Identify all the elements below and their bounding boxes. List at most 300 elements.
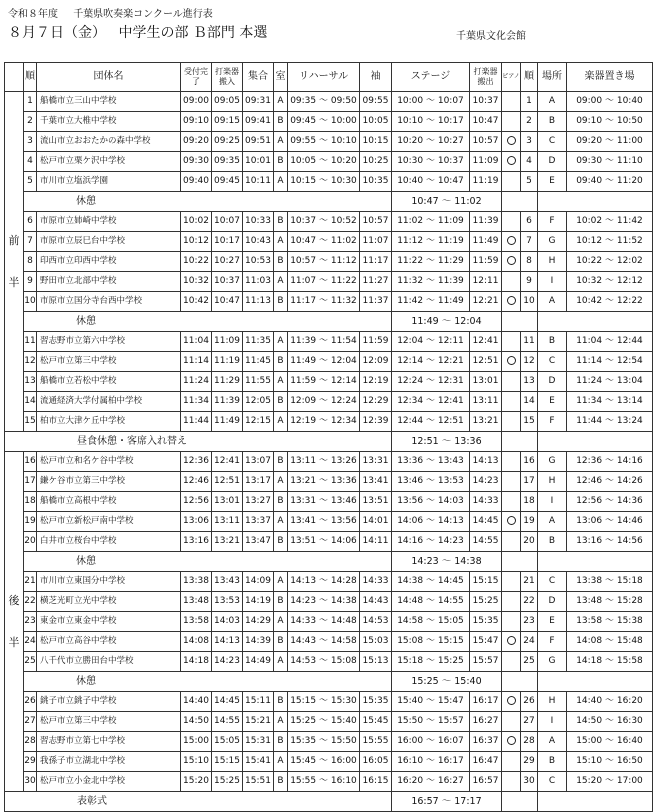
reception-time: 11:44 — [181, 412, 212, 432]
order-cell-2: 5 — [521, 172, 538, 192]
place-cell: B — [538, 532, 567, 552]
order-cell: 12 — [24, 352, 37, 372]
break-empty-storage — [538, 312, 653, 332]
rehearsal-time: 14:13 ～ 14:28 — [288, 572, 360, 592]
stage-time: 15:50 ～ 15:57 — [392, 712, 470, 732]
place-cell: H — [538, 252, 567, 272]
stage-time: 15:40 ～ 15:47 — [392, 692, 470, 712]
reception-time: 15:00 — [181, 732, 212, 752]
break-time: 12:51 ～ 13:36 — [392, 432, 502, 452]
header-venue: 千葉県文化会館 — [456, 31, 526, 42]
order-cell-2: 23 — [521, 612, 538, 632]
instr-out-time: 12:41 — [470, 332, 502, 352]
break-label: 休憩 — [24, 552, 392, 572]
wing-time: 11:27 — [360, 272, 392, 292]
break-label: 休憩 — [24, 672, 392, 692]
place-cell: E — [538, 612, 567, 632]
instr-in-time: 13:11 — [212, 512, 243, 532]
piano-cell — [502, 352, 521, 372]
instr-out-time: 14:33 — [470, 492, 502, 512]
instr-in-time: 11:29 — [212, 372, 243, 392]
order-cell-2: 17 — [521, 472, 538, 492]
piano-cell — [502, 372, 521, 392]
instr-out-time: 12:51 — [470, 352, 502, 372]
table-row — [5, 612, 653, 632]
reception-time: 13:48 — [181, 592, 212, 612]
room-cell: A — [274, 372, 288, 392]
piano-cell — [502, 132, 521, 152]
place-cell: B — [538, 112, 567, 132]
instr-out-time: 15:47 — [470, 632, 502, 652]
rehearsal-time: 14:43 ～ 14:58 — [288, 632, 360, 652]
assembly-time: 15:31 — [243, 732, 274, 752]
order-cell-2: 16 — [521, 452, 538, 472]
order-cell: 20 — [24, 532, 37, 552]
order-cell-2: 12 — [521, 352, 538, 372]
instr-out-time: 15:57 — [470, 652, 502, 672]
rehearsal-time: 12:09 ～ 12:24 — [288, 392, 360, 412]
wing-time: 13:31 — [360, 452, 392, 472]
school-name: 松戸市立小金北中学校 — [37, 772, 181, 792]
assembly-time: 14:19 — [243, 592, 274, 612]
piano-cell — [502, 632, 521, 652]
table-row — [5, 112, 653, 132]
storage-time: 13:58 ～ 15:38 — [567, 612, 653, 632]
header-year: 令和８年度 — [8, 9, 58, 20]
assembly-time: 09:41 — [243, 112, 274, 132]
room-cell: A — [274, 332, 288, 352]
reception-time: 09:30 — [181, 152, 212, 172]
assembly-time: 14:09 — [243, 572, 274, 592]
wing-time: 13:41 — [360, 472, 392, 492]
instr-in-time: 13:43 — [212, 572, 243, 592]
room-cell: A — [274, 652, 288, 672]
col-order-2: 順 — [521, 63, 538, 92]
storage-time: 10:42 ～ 12:22 — [567, 292, 653, 312]
wing-time: 15:03 — [360, 632, 392, 652]
col-rehearsal: リハーサル — [288, 63, 360, 92]
order-cell: 9 — [24, 272, 37, 292]
place-cell: I — [538, 272, 567, 292]
reception-time: 11:24 — [181, 372, 212, 392]
order-cell-2: 1 — [521, 92, 538, 112]
col-order: 順 — [24, 63, 37, 92]
piano-cell — [502, 212, 521, 232]
school-name: 八千代市立勝田台中学校 — [37, 652, 181, 672]
school-name: 印西市立印西中学校 — [37, 252, 181, 272]
instr-in-time: 12:51 — [212, 472, 243, 492]
order-cell-2: 18 — [521, 492, 538, 512]
reception-time: 10:12 — [181, 232, 212, 252]
order-cell-2: 15 — [521, 412, 538, 432]
order-cell: 8 — [24, 252, 37, 272]
storage-time: 11:04 ～ 12:44 — [567, 332, 653, 352]
table-row — [5, 732, 653, 752]
order-cell: 16 — [24, 452, 37, 472]
assembly-time: 13:07 — [243, 452, 274, 472]
assembly-time: 12:05 — [243, 392, 274, 412]
wing-time: 14:43 — [360, 592, 392, 612]
break-time: 15:25 ～ 15:40 — [392, 672, 502, 692]
room-cell: A — [274, 472, 288, 492]
room-cell: B — [274, 112, 288, 132]
piano-cell — [502, 492, 521, 512]
room-cell: A — [274, 612, 288, 632]
schedule-body — [5, 92, 653, 812]
place-cell: A — [538, 512, 567, 532]
break-time: 16:57 ～ 17:17 — [392, 792, 502, 812]
room-cell: A — [274, 132, 288, 152]
table-row — [5, 752, 653, 772]
piano-cell — [502, 392, 521, 412]
order-cell: 28 — [24, 732, 37, 752]
rehearsal-time: 14:53 ～ 15:08 — [288, 652, 360, 672]
order-cell: 1 — [24, 92, 37, 112]
table-row — [5, 492, 653, 512]
table-row — [5, 632, 653, 652]
order-cell: 26 — [24, 692, 37, 712]
place-cell: C — [538, 572, 567, 592]
assembly-time: 13:37 — [243, 512, 274, 532]
table-row — [5, 692, 653, 712]
reception-time: 09:00 — [181, 92, 212, 112]
piano-circle-icon — [507, 516, 516, 525]
order-cell-2: 21 — [521, 572, 538, 592]
order-cell-2: 6 — [521, 212, 538, 232]
break-row — [5, 552, 653, 572]
instr-in-time: 12:41 — [212, 452, 243, 472]
table-row — [5, 532, 653, 552]
instr-in-time: 09:35 — [212, 152, 243, 172]
rehearsal-time: 10:47 ～ 11:02 — [288, 232, 360, 252]
instr-out-time: 10:47 — [470, 112, 502, 132]
room-cell: B — [274, 152, 288, 172]
piano-circle-icon — [507, 136, 516, 145]
order-cell: 6 — [24, 212, 37, 232]
table-row — [5, 212, 653, 232]
instr-in-time: 10:07 — [212, 212, 243, 232]
reception-time: 09:40 — [181, 172, 212, 192]
order-cell-2: 13 — [521, 372, 538, 392]
reception-time: 10:42 — [181, 292, 212, 312]
rehearsal-time: 10:37 ～ 10:52 — [288, 212, 360, 232]
school-name: 松戸市立栗ケ沢中学校 — [37, 152, 181, 172]
assembly-time: 09:31 — [243, 92, 274, 112]
instr-in-time: 09:45 — [212, 172, 243, 192]
order-cell: 17 — [24, 472, 37, 492]
school-name: 松戸市立和名ケ谷中学校 — [37, 452, 181, 472]
assembly-time: 11:13 — [243, 292, 274, 312]
break-row — [5, 672, 653, 692]
table-row — [5, 132, 653, 152]
school-name: 千葉市立大椎中学校 — [37, 112, 181, 132]
storage-time: 11:44 ～ 13:24 — [567, 412, 653, 432]
wing-time: 10:35 — [360, 172, 392, 192]
assembly-time: 13:17 — [243, 472, 274, 492]
school-name: 松戸市立第三中学校 — [37, 352, 181, 372]
break-row — [5, 192, 653, 212]
stage-time: 16:20 ～ 16:27 — [392, 772, 470, 792]
stage-time: 14:06 ～ 14:13 — [392, 512, 470, 532]
storage-time: 12:46 ～ 14:26 — [567, 472, 653, 492]
piano-cell — [502, 712, 521, 732]
place-cell: B — [538, 332, 567, 352]
rehearsal-time: 13:41 ～ 13:56 — [288, 512, 360, 532]
wing-time: 12:09 — [360, 352, 392, 372]
instr-out-time: 14:13 — [470, 452, 502, 472]
order-cell: 14 — [24, 392, 37, 412]
break-empty — [502, 792, 538, 812]
table-row — [5, 272, 653, 292]
rehearsal-time: 10:05 ～ 10:20 — [288, 152, 360, 172]
piano-circle-icon — [507, 156, 516, 165]
storage-time: 11:24 ～ 13:04 — [567, 372, 653, 392]
wing-time: 15:45 — [360, 712, 392, 732]
school-name: 松戸市立第三中学校 — [37, 712, 181, 732]
order-cell-2: 29 — [521, 752, 538, 772]
school-name: 市原市立国分寺台西中学校 — [37, 292, 181, 312]
instr-out-time: 11:19 — [470, 172, 502, 192]
school-name: 船橋市立若松中学校 — [37, 372, 181, 392]
wing-time: 11:07 — [360, 232, 392, 252]
wing-time: 12:39 — [360, 412, 392, 432]
instr-in-time: 14:03 — [212, 612, 243, 632]
reception-time: 13:06 — [181, 512, 212, 532]
rehearsal-time: 15:35 ～ 15:50 — [288, 732, 360, 752]
order-cell-2: 14 — [521, 392, 538, 412]
break-label: 休憩 — [24, 312, 392, 332]
assembly-time: 10:33 — [243, 212, 274, 232]
col-place: 場所 — [538, 63, 567, 92]
break-time: 10:47 ～ 11:02 — [392, 192, 502, 212]
instr-in-time: 10:37 — [212, 272, 243, 292]
table-row — [5, 592, 653, 612]
instr-out-time: 11:59 — [470, 252, 502, 272]
order-cell-2: 22 — [521, 592, 538, 612]
col-storage: 楽器置き場 — [567, 63, 653, 92]
instr-in-time: 14:55 — [212, 712, 243, 732]
instr-out-time: 14:23 — [470, 472, 502, 492]
wing-time: 11:37 — [360, 292, 392, 312]
rehearsal-time: 09:35 ～ 09:50 — [288, 92, 360, 112]
room-cell: A — [274, 92, 288, 112]
header-line-2 — [8, 22, 275, 42]
instr-out-time: 13:11 — [470, 392, 502, 412]
instr-in-time: 14:13 — [212, 632, 243, 652]
order-cell: 18 — [24, 492, 37, 512]
break-row — [5, 792, 653, 812]
reception-time: 14:18 — [181, 652, 212, 672]
place-cell: G — [538, 452, 567, 472]
stage-time: 11:42 ～ 11:49 — [392, 292, 470, 312]
room-cell: B — [274, 592, 288, 612]
assembly-time: 11:45 — [243, 352, 274, 372]
table-row — [5, 572, 653, 592]
storage-time: 14:40 ～ 16:20 — [567, 692, 653, 712]
stage-time: 13:36 ～ 13:43 — [392, 452, 470, 472]
storage-time: 15:20 ～ 17:00 — [567, 772, 653, 792]
stage-time: 11:12 ～ 11:19 — [392, 232, 470, 252]
piano-circle-icon — [507, 296, 516, 305]
school-name: 横芝光町立光中学校 — [37, 592, 181, 612]
school-name: 市原市立姉崎中学校 — [37, 212, 181, 232]
order-cell-2: 27 — [521, 712, 538, 732]
rehearsal-time: 12:19 ～ 12:34 — [288, 412, 360, 432]
instr-in-time: 11:49 — [212, 412, 243, 432]
wing-time: 15:55 — [360, 732, 392, 752]
order-cell: 7 — [24, 232, 37, 252]
room-cell: A — [274, 572, 288, 592]
storage-time: 10:12 ～ 11:52 — [567, 232, 653, 252]
storage-time: 14:08 ～ 15:48 — [567, 632, 653, 652]
school-name: 流山市立おおたかの森中学校 — [37, 132, 181, 152]
piano-cell — [502, 772, 521, 792]
room-cell: B — [274, 692, 288, 712]
break-row — [5, 432, 653, 452]
place-cell: F — [538, 632, 567, 652]
instr-in-time: 11:19 — [212, 352, 243, 372]
storage-time: 14:50 ～ 16:30 — [567, 712, 653, 732]
order-cell-2: 2 — [521, 112, 538, 132]
instr-in-time: 09:05 — [212, 92, 243, 112]
reception-time: 10:32 — [181, 272, 212, 292]
piano-cell — [502, 452, 521, 472]
stage-time: 16:00 ～ 16:07 — [392, 732, 470, 752]
assembly-time: 10:01 — [243, 152, 274, 172]
stage-time: 13:46 ～ 13:53 — [392, 472, 470, 492]
assembly-time: 14:49 — [243, 652, 274, 672]
rehearsal-time: 10:15 ～ 10:30 — [288, 172, 360, 192]
storage-time: 11:34 ～ 13:14 — [567, 392, 653, 412]
wing-time: 16:15 — [360, 772, 392, 792]
instr-out-time: 16:37 — [470, 732, 502, 752]
room-cell: B — [274, 352, 288, 372]
piano-circle-icon — [507, 356, 516, 365]
order-cell-2: 7 — [521, 232, 538, 252]
piano-cell — [502, 572, 521, 592]
wing-time: 16:05 — [360, 752, 392, 772]
order-cell: 23 — [24, 612, 37, 632]
col-room: 室 — [274, 63, 288, 92]
table-row — [5, 292, 653, 312]
instr-out-time: 15:25 — [470, 592, 502, 612]
room-cell: B — [274, 532, 288, 552]
reception-time: 11:04 — [181, 332, 212, 352]
instr-in-time: 10:17 — [212, 232, 243, 252]
instr-out-time: 10:37 — [470, 92, 502, 112]
room-cell: A — [274, 712, 288, 732]
instr-out-time: 11:09 — [470, 152, 502, 172]
instr-in-time: 13:01 — [212, 492, 243, 512]
school-name: 松戸市立高谷中学校 — [37, 632, 181, 652]
col-instr-out: 打楽器搬出 — [470, 63, 502, 92]
assembly-time: 13:27 — [243, 492, 274, 512]
wing-time: 11:17 — [360, 252, 392, 272]
reception-time: 09:10 — [181, 112, 212, 132]
place-cell: E — [538, 172, 567, 192]
table-row — [5, 372, 653, 392]
stage-time: 12:34 ～ 12:41 — [392, 392, 470, 412]
wing-time: 10:25 — [360, 152, 392, 172]
order-cell: 13 — [24, 372, 37, 392]
wing-time: 10:05 — [360, 112, 392, 132]
place-cell: D — [538, 152, 567, 172]
assembly-time: 15:51 — [243, 772, 274, 792]
rehearsal-time: 14:23 ～ 14:38 — [288, 592, 360, 612]
order-cell-2: 30 — [521, 772, 538, 792]
reception-time: 15:20 — [181, 772, 212, 792]
place-cell: I — [538, 712, 567, 732]
col-assembly: 集合 — [243, 63, 274, 92]
instr-in-time: 15:25 — [212, 772, 243, 792]
stage-time: 14:38 ～ 14:45 — [392, 572, 470, 592]
place-cell: C — [538, 352, 567, 372]
rehearsal-time: 15:15 ～ 15:30 — [288, 692, 360, 712]
instr-out-time: 13:01 — [470, 372, 502, 392]
instr-out-time: 12:11 — [470, 272, 502, 292]
order-cell: 30 — [24, 772, 37, 792]
instr-out-time: 11:49 — [470, 232, 502, 252]
table-row — [5, 352, 653, 372]
reception-time: 14:40 — [181, 692, 212, 712]
assembly-time: 11:03 — [243, 272, 274, 292]
assembly-time: 15:21 — [243, 712, 274, 732]
order-cell-2: 26 — [521, 692, 538, 712]
wing-time: 10:57 — [360, 212, 392, 232]
storage-time: 13:48 ～ 15:28 — [567, 592, 653, 612]
break-empty — [502, 432, 538, 452]
stage-time: 10:20 ～ 10:27 — [392, 132, 470, 152]
col-stage: ステージ — [392, 63, 470, 92]
wing-time: 12:19 — [360, 372, 392, 392]
rehearsal-time: 11:49 ～ 12:04 — [288, 352, 360, 372]
table-row — [5, 152, 653, 172]
reception-time: 12:56 — [181, 492, 212, 512]
piano-cell — [502, 692, 521, 712]
table-row — [5, 652, 653, 672]
stage-time: 15:08 ～ 15:15 — [392, 632, 470, 652]
break-empty — [502, 312, 538, 332]
room-cell: B — [274, 212, 288, 232]
wing-time: 10:15 — [360, 132, 392, 152]
rehearsal-time: 14:33 ～ 14:48 — [288, 612, 360, 632]
reception-time: 12:46 — [181, 472, 212, 492]
room-cell: A — [274, 272, 288, 292]
instr-in-time: 11:39 — [212, 392, 243, 412]
piano-circle-icon — [507, 636, 516, 645]
table-row — [5, 172, 653, 192]
wing-time: 14:33 — [360, 572, 392, 592]
stage-time: 10:40 ～ 10:47 — [392, 172, 470, 192]
col-school: 団体名 — [37, 63, 181, 92]
stage-time: 13:56 ～ 14:03 — [392, 492, 470, 512]
table-row — [5, 232, 653, 252]
assembly-time: 11:55 — [243, 372, 274, 392]
wing-time: 09:55 — [360, 92, 392, 112]
school-name: 習志野市立第六中学校 — [37, 332, 181, 352]
order-cell-2: 4 — [521, 152, 538, 172]
order-cell-2: 25 — [521, 652, 538, 672]
assembly-time: 11:35 — [243, 332, 274, 352]
col-reception: 受付完了 — [181, 63, 212, 92]
school-name: 船橋市立三山中学校 — [37, 92, 181, 112]
piano-cell — [502, 92, 521, 112]
place-cell: H — [538, 692, 567, 712]
piano-cell — [502, 512, 521, 532]
reception-time: 13:58 — [181, 612, 212, 632]
stage-time: 14:16 ～ 14:23 — [392, 532, 470, 552]
instr-out-time: 14:45 — [470, 512, 502, 532]
